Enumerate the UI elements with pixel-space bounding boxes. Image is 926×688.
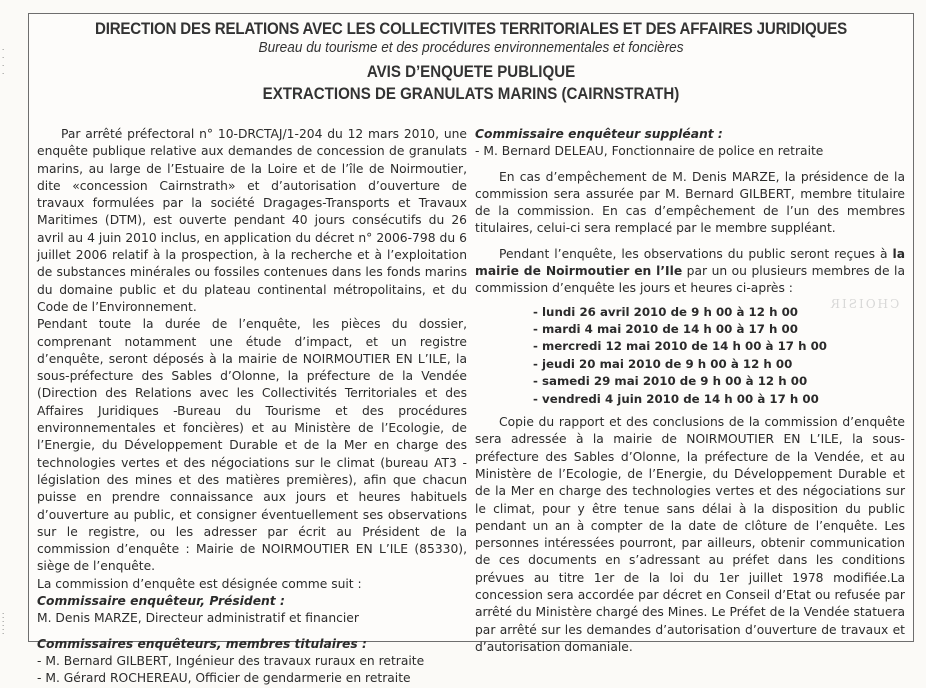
scan-margin-marks: · · · · [2, 46, 5, 78]
president-name: M. Denis MARZE, Directeur administratif et financier [37, 611, 359, 626]
bleed-through-text: CHOISIR [828, 297, 899, 311]
observations-outro: par un ou plusieurs membres de la commission d’enquête les jours et heures ci-après : [475, 264, 905, 296]
schedule-item: - vendredi 4 juin 2010 de 14 h 00 à 17 h 00 [533, 391, 905, 408]
substitute-name: - M. Bernard DELEAU, Fonctionnaire de police en retraite [475, 144, 824, 159]
decree-paragraph: Par arrêté préfectoral n° 10-DRCTAJ/1-204 du 12 mars 2010, une enquête publique relative aux demandes de concession de granulats marins, au large de l’Estuaire de la Loire et de l’île de Noirmoutier, dite «concession Cairnstrath» et d’autorisation d’ouverture de travaux formulées par la société Dragages-Transports et Travaux Maritimes (DTM), est ouverte pendant 40 jours consécutifs du 26 avril au 4 juin 2010 inclus, en application du décret n° 2006-798 du 6 juillet 2006 relatif à la prospection, à la recherche et à l’exploitation de substances minérales ou fossiles contenues dans les fonds marins du domaine public et du plateau continental métropolitains, et du Code de l’Environnement. [37, 127, 467, 314]
schedule-item: - lundi 26 avril 2010 de 9 h 00 à 12 h 00 [533, 304, 905, 321]
report-paragraph: Copie du rapport et des conclusions de la commission d’enquête sera adressée à la mairie de NOIRMOUTIER EN L’ILE, la sous-préfecture des Sables d’Olonne, la préfecture de la Vendée, et au Ministère de l’Ecologie, de l’Energie, du Développement Durable et de la Mer en charge des technologies vertes et des négociations sur le climat, pour y être tenue sans délai à la disposition du public pendant un an à compter de la date de clôture de l’enquête. Les personnes intéressées pourront, par ailleurs, obtenir communication de ces documents en s’adressant au préfet dans les conditions prévues au titre 1er de la loi du 1er juillet 1978 modifiée.La concession sera accordée par décret en Conseil d’Etat ou refusée par arrêté du Ministère chargé des Mines. Le Préfet de la Vendée statuera par arrêté sur les demandes d’autorisation d’ouverture de travaux et d’autorisation domaniale. [475, 415, 905, 654]
schedule-list [533, 304, 905, 408]
observations-intro: Pendant l’enquête, les observations du public seront reçues à [499, 246, 893, 261]
president-heading: Commissaire enquêteur, Président : [37, 594, 285, 609]
schedule-item: - samedi 29 mai 2010 de 9 h 00 à 12 h 00 [533, 373, 905, 390]
department-heading: DIRECTION DES RELATIONS AVEC LES COLLECTIVITES TERRITORIALES ET DES AFFAIRES JURIDIQUES [94, 20, 847, 38]
notice-header [29, 14, 913, 105]
dossier-paragraph: Pendant toute la durée de l’enquête, les pièces du dossier, comprenant notamment une étude d’impact, et un registre d’enquête, seront déposés à la mairie de NOIRMOUTIER EN L’ILE, la sous-préfecture des Sables d’Olonne, la préfecture de la Vendée (Direction des Relations avec les Collectivités Territoriales et des Affaires Juridiques -Bureau du Tourisme et des procédures environnementales et foncières) et au Ministère de l’Ecologie, de l’Energie, du Développement Durable et de la Mer en charge des technologies vertes et des négociations sur le climat (bureau AT3 - législation des mines et des matières premières), afin que chacun puisse en prendre connaissance aux jours et heures habituels d’ouverture au public, et consigner éventuellement ses observations sur le registre, ou les adresser par écrit au Président de la commission d’enquête : Mairie de NOIRMOUTIER EN L’ILE (85330), siège de l’enquête. [37, 317, 467, 574]
members-heading: Commissaires enquêteurs, membres titulaires : [37, 636, 367, 651]
notice-frame [28, 13, 914, 686]
observations-paragraph [475, 246, 905, 298]
substitute-heading: Commissaire enquêteur suppléant : [475, 127, 723, 141]
left-column [37, 126, 467, 688]
notice-title: AVIS D’ENQUETE PUBLIQUE [366, 63, 576, 81]
body-columns [37, 126, 905, 688]
commission-intro: La commission d’enquête est désignée comme suit : [37, 576, 362, 591]
schedule-item: - mardi 4 mai 2010 de 14 h 00 à 17 h 00 [533, 321, 905, 338]
member-item: - M. Bernard GILBERT, Ingénieur des travaux ruraux en retraite [37, 653, 425, 668]
member-item: - M. Gérard ROCHEREAU, Officier de gendarmerie en retraite [37, 671, 411, 686]
schedule-item: - mercredi 12 mai 2010 de 14 h 00 à 17 h 00 [533, 338, 905, 355]
notice-subject: EXTRACTIONS DE GRANULATS MARINS (CAIRNSTRATH) [262, 85, 680, 103]
impediment-paragraph: En cas d’empêchement de M. Denis MARZE, la présidence de la commission sera assurée par M. Bernard GILBERT, membre titulaire de la commission. En cas d’empêchement de l’un des membres titulaires, celui-ci sera remplacé par le membre suppléant. [475, 169, 905, 236]
right-column [475, 126, 905, 688]
bureau-subheading: Bureau du tourisme et des procédures environnementales et foncières [258, 40, 684, 56]
scan-margin-marks: · · · · · · [2, 610, 5, 638]
schedule-item: - jeudi 20 mai 2010 de 9 h 00 à 12 h 00 [533, 356, 905, 373]
observations-place: la mairie de Noirmoutier en l’Ile [475, 246, 905, 279]
